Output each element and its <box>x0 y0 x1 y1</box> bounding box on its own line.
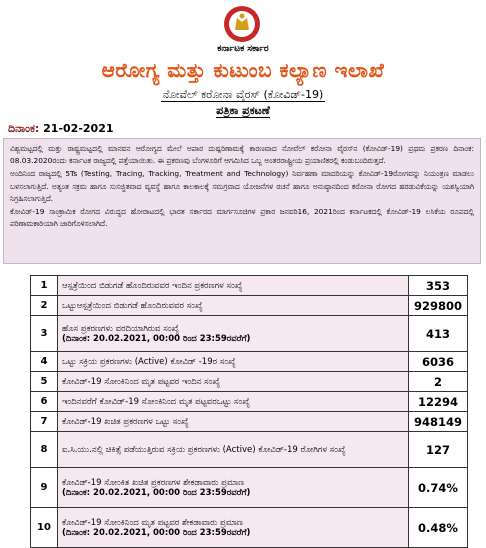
row-value: 2 <box>409 372 468 392</box>
intro-paragraph-1: ವಿಶ್ವಮಟ್ಟದಲ್ಲಿ ಮತ್ತು ರಾಷ್ಟ್ರಮಟ್ಟದಲ್ಲಿ ಮಾನವನ ಆರೋಗ್ಯದ ಮೇಲೆ ಅಪಾರ ದುಷ್ಪರಿಣಾಮಕ್ಕೆ ಕಾರಣವಾದ ನೋವೆಲ್ ಕರೋನಾ ವೈರಸ್‌ನ (ಕೋವಿಡ್-19) ಪ್ರಥಮ ಪ್ರಕರಣ ದಿನಾಂಕ: 08.03.2020ರಂದು ಕರ್ನಾಟಕ ರಾಜ್ಯದಲ್ಲಿ ಪತ್ತೆಯಾಯಿತು. ಈ ಪ್ರಕರಣವು ಬೆಂಗಳೂರಿಗೆ ಆಗಮಿಸಿದ ಒಬ್ಬ ಅಂತರರಾಷ್ಟ್ರೀಯ ಪ್ರಯಾಣಿಕರಲ್ಲಿ ಕಂಡುಬಂದಿರುತ್ತದೆ. <box>10 144 474 166</box>
row-date-range: (ದಿನಾಂಕ: 20.02.2021, 00:00 ರಿಂದ 23:59ರವರೆಗೆ) <box>62 487 251 498</box>
subtitle <box>0 88 486 102</box>
row-value: 948149 <box>409 412 468 432</box>
karnataka-emblem-icon <box>222 4 262 46</box>
row-label: ಇಂದಿನವರೆಗೆ ಕೋವಿಡ್-19 ಸೋಂಕಿನಿಂದ ಮೃತ ಪಟ್ಟವರಒಟ್ಟು ಸಂಖ್ಯೆ <box>58 392 409 412</box>
date-line <box>8 122 114 136</box>
bulletin-heading <box>0 104 486 118</box>
department-title: ಆರೋಗ್ಯ ಮತ್ತು ಕುಟುಂಬ ಕಲ್ಯಾಣ ಇಲಾಖೆ <box>101 58 385 82</box>
table-row <box>31 276 468 296</box>
table-row <box>31 468 468 508</box>
row-label-cell <box>58 468 409 508</box>
row-value: 353 <box>409 276 468 296</box>
row-number: 3 <box>31 316 58 352</box>
row-label: ಕೋವಿಡ್-19 ಸೋಂಕಿನಿಂದ ಮೃತ ಪಟ್ಟವರ ಇಂದಿನ ಸಂಖ್ಯೆ <box>58 372 409 392</box>
row-value: 12294 <box>409 392 468 412</box>
table-row <box>31 392 468 412</box>
table-row <box>31 432 468 468</box>
row-label: ಆಸ್ಪತ್ರೆಯಿಂದ ಬಿಡುಗಡೆ ಹೊಂದಿರುವವರ ಇಂದಿನ ಪ್ರಕರಣಗಳ ಸಂಖ್ಯೆ <box>58 276 409 296</box>
row-number: 7 <box>31 412 58 432</box>
subtitle-text: ನೋವೆಲ್ ಕರೋನಾ ವೈರಸ್ (ಕೋವಿಡ್-19) <box>162 88 324 101</box>
row-number: 4 <box>31 352 58 372</box>
intro-paragraph-3: ಕೋವಿಡ್-19 ಸಾಂಕ್ರಾಮಿಕ ರೋಗದ ವಿರುದ್ಧದ ಹೋರಾಟದಲ್ಲಿ ಭಾರತ ಸರ್ಕಾರದ ಮಾರ್ಗಸೂಚಿಗಳ ಪ್ರಕಾರ ಜನವರಿ16, 2021ರಿಂದ ಕರ್ನಾಟಕದಲ್ಲಿ ಕೋವಿಡ್-19 ಲಸಿಕೆಯ ರೂಪದಲ್ಲಿ ಪರಿಣಾಮಕಾರಿಯಾಗಿ ಜಾರಿಗೊಳಿಸಲಾಗಿದೆ. <box>10 207 474 229</box>
row-number: 9 <box>31 468 58 508</box>
row-label: ಕೋವಿಡ್-19 ಸೋಂಕಿನಿಂದ ಮೃತ ಪಟ್ಟವರ ಶೇಕಡಾವಾರು ಪ್ರಮಾಣ <box>62 517 243 528</box>
row-label: ಹೊಸ ಪ್ರಕರಣಗಳು ವರದಿಯಾಗಿರುವ ಸಂಖ್ಯೆ <box>62 323 180 334</box>
intro-box <box>3 138 481 264</box>
row-value: 413 <box>409 316 468 352</box>
table-row <box>31 508 468 548</box>
row-value: 0.74% <box>409 468 468 508</box>
row-number: 10 <box>31 508 58 548</box>
statistics-table <box>30 275 468 548</box>
row-label: ಐ.ಸಿ.ಯು.ನಲ್ಲಿ ಚಿಕಿತ್ಸೆ ಪಡೆಯುತ್ತಿರುವ ಸಕ್ರಿಯ ಪ್ರಕರಣಗಳು (Active) ಕೋವಿಡ್-19 ರೋಗಿಗಳ ಸಂಖ್ಯೆ <box>58 432 409 468</box>
table-row <box>31 412 468 432</box>
row-date-range: (ದಿನಾಂಕ: 20.02.2021, 00:00 ರಿಂದ 23:59ರವರೆಗೆ) <box>62 333 251 344</box>
table-row <box>31 316 468 352</box>
table-row <box>31 352 468 372</box>
row-label: ಒಟ್ಟು ಸಕ್ರಿಯ ಪ್ರಕರಣಗಳು (Active) ಕೋವಿಡ್ -19ರ ಸಂಖ್ಯೆ <box>58 352 409 372</box>
row-value: 6036 <box>409 352 468 372</box>
row-number: 8 <box>31 432 58 468</box>
date-label: ದಿನಾಂಕ: <box>8 122 40 135</box>
bulletin-heading-text: ಪತ್ರಿಕಾ ಪ್ರಕಟಣೆ <box>216 104 270 117</box>
table-row <box>31 372 468 392</box>
row-number: 1 <box>31 276 58 296</box>
row-number: 6 <box>31 392 58 412</box>
row-label-cell <box>58 508 409 548</box>
row-date-range: (ದಿನಾಂಕ: 20.02.2021, 00:00 ರಿಂದ 23:59ರವರೆಗೆ) <box>62 527 251 538</box>
row-label-cell <box>58 316 409 352</box>
intro-paragraph-2: ಅಂದಿನಿಂದ ರಾಜ್ಯದಲ್ಲಿ 5Ts (Testing, Tracing, Tracking, Treatment and Technology) ನಿರ್ವಹಣಾ ಮಾದರಿಯನ್ನು ಕೋವಿಡ್-19ರೋಗವನ್ನು ನಿಯಂತ್ರಣ ಮಾಡಲು ಬಳಸಲಾಗುತ್ತಿದೆ. ಅತ್ಯಂತ ಸಕ್ರಮ ಹಾಗೂ ಸುಸಜ್ಜಿತವಾದ ವ್ಯವಸ್ಥೆ ಹಾಗೂ ಕಾಲಕಾಲಕ್ಕೆ ಸಮಗ್ರವಾದ ಯೋಜನೆಗಳ ರಚನೆ ಹಾಗೂ ಅನುಷ್ಠಾನದಿಂದ ಕರೋನಾ ರೋಗದ ಹರಡುವಿಕೆಯನ್ನು ಯಶಸ್ವಿಯಾಗಿ ನಿಗ್ರಹಿಸಲಾಗುತ್ತಿದೆ. <box>10 169 474 203</box>
row-label: ಒಟ್ಟುಆಸ್ಪತ್ರೆಯಿಂದ ಬಿಡುಗಡೆ ಹೊಂದಿರುವವರ ಸಂಖ್ಯೆ <box>58 296 409 316</box>
government-label: ಕರ್ನಾಟಕ ಸರ್ಕಾರ <box>217 44 269 54</box>
table-row <box>31 296 468 316</box>
row-label: ಕೋವಿಡ್-19 ಖಚಿತ ಪ್ರಕರಣಗಳ ಒಟ್ಟು ಸಂಖ್ಯೆ <box>58 412 409 432</box>
row-value: 0.48% <box>409 508 468 548</box>
row-number: 2 <box>31 296 58 316</box>
row-value: 127 <box>409 432 468 468</box>
row-value: 929800 <box>409 296 468 316</box>
row-label: ಕೋವಿಡ್-19 ಸೋಂಕಿತ ಖಚಿತ ಪ್ರಕರಣಗಳ ಶೇಕಡಾವಾರು ಪ್ರಮಾಣ <box>62 477 245 488</box>
date-value: 21-02-2021 <box>39 122 114 135</box>
row-number: 5 <box>31 372 58 392</box>
